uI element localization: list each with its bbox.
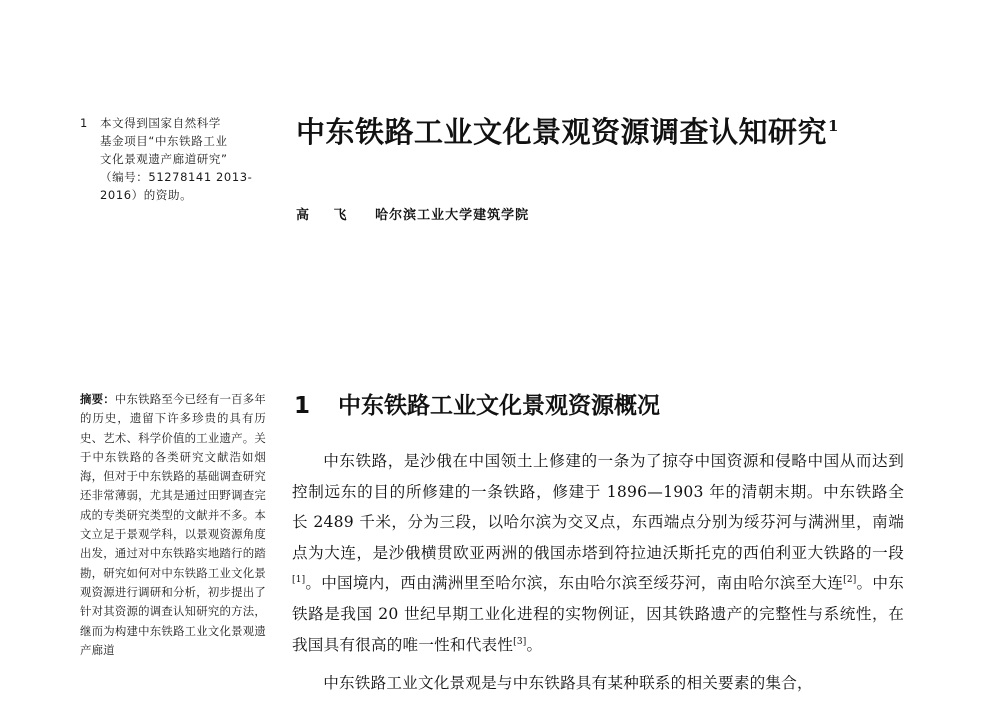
body-paragraph-2: 中东铁路工业文化景观是与中东铁路具有某种联系的相关要素的集合，	[323, 674, 813, 693]
footnote-marker: 1	[80, 116, 88, 130]
paper-title	[296, 112, 936, 152]
body-text	[292, 446, 904, 707]
footnote-text: 本文得到国家自然科学 基金项目“中东铁路工业 文化景观遗产廊道研究” （编号：51278141 2013- 2016）的资助。	[100, 116, 253, 202]
section-title: 中东铁路工业文化景观资源概况	[338, 393, 660, 419]
abstract-label: 摘要：	[80, 392, 115, 406]
abstract	[80, 390, 266, 660]
paper-title-text: 中东铁路工业文化景观资源调查认知研究	[296, 115, 828, 149]
author-affiliation: 哈尔滨工业大学建筑学院	[375, 208, 530, 223]
paragraph-1-text-b: 。中国境内，西由满洲里至哈尔滨，东由哈尔滨至绥芬河，南由哈尔滨至大连	[305, 574, 844, 593]
author-name: 高 飞	[296, 208, 357, 223]
abstract-text: 中东铁路至今已经有一百多年的历史，遗留下许多珍贵的具有历史、艺术、科学价值的工业遗产。关于中东铁路的各类研究文献浩如烟海，但对于中东铁路的基础调查研究还非常薄弱，尤其是通过田野调查完成的专类研究类型的文献并不多。本文立足于景观学科，以景观资源角度出发，通过对中东铁路实地踏行的踏勘，研究如何对中东铁路工业文化景观资源进行调研和分析，初步提出了针对其资源的调查认知研究的方法，继而为构建中东铁路工业文化景观遗产廊道	[80, 392, 266, 657]
title-footnote-ref: 1	[828, 117, 839, 136]
section-heading	[294, 389, 660, 423]
paragraph-1-text-a: 中东铁路，是沙俄在中国领土上修建的一条为了掠夺中国资源和侵略中国从而达到控制远东的目的所修建的一条铁路，修建于 1896—1903 年的清朝末期。中东铁路全长 2489 千米，分为三段，以哈尔滨为交叉点，东西端点分别为绥芬河与满洲里，南端点为大连，是沙俄横贯欧亚两洲的俄国赤塔到符拉迪沃斯托克的西伯利亚大铁路的一段	[292, 452, 904, 562]
author-line	[296, 206, 529, 226]
body-paragraph-1	[292, 446, 904, 660]
section-number: 1	[294, 393, 311, 419]
citation-ref-1: [1]	[292, 575, 306, 586]
paragraph-1-text-c: 。中东铁路是我国 20 世纪早期工业化进程的实物例证，因其铁路遗产的完整性与系统性，在我国具有很高的唯一性和代表性	[292, 574, 904, 654]
citation-ref-3: [3]	[513, 636, 527, 647]
citation-ref-2: [2]	[843, 575, 857, 586]
paragraph-1-text-d: 。	[526, 635, 543, 654]
